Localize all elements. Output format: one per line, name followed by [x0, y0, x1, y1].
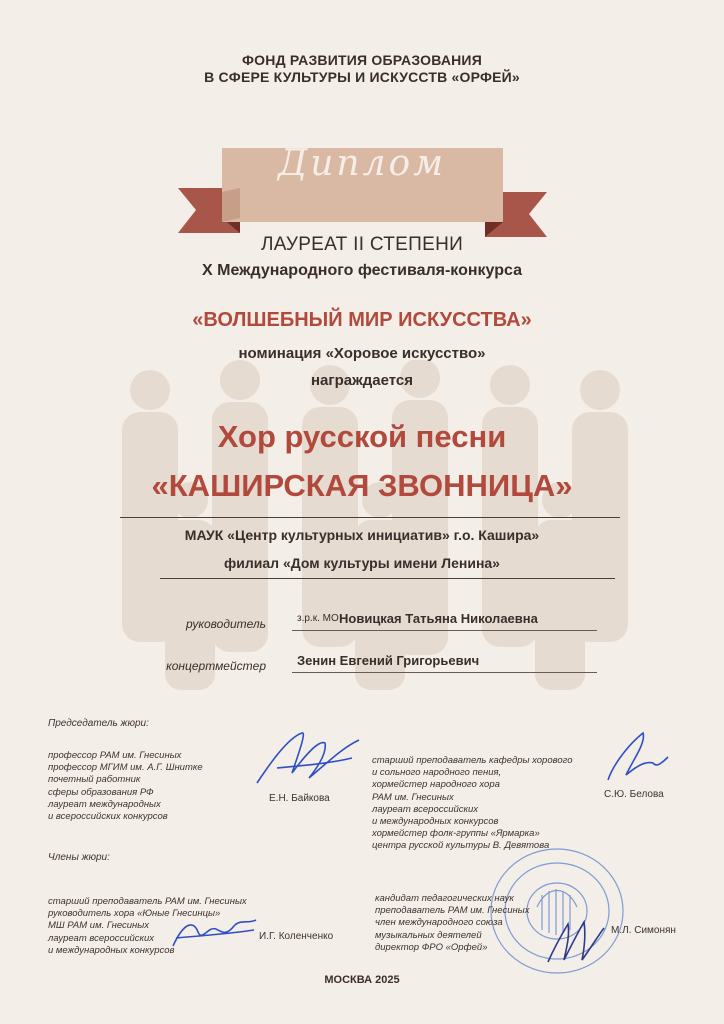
accompanist-underline: [292, 672, 597, 673]
recipient-line-2: «КАШИРСКАЯ ЗВОННИЦА»: [151, 468, 573, 503]
festival-line: X Международного фестиваля-конкурса: [202, 262, 522, 279]
accompanist-label: концертмейстер: [166, 659, 266, 673]
awarded-text: награждается: [310, 372, 414, 389]
award-degree: ЛАУРЕАТ II СТЕПЕНИ: [260, 234, 464, 255]
jury-members-title: Члены жюри:: [48, 852, 110, 863]
leader-title: з.р.к. МО: [297, 613, 339, 624]
nomination: номинация «Хоровое искусство»: [238, 345, 486, 362]
jury-chair2-credentials: старший преподаватель кафедры хорового и сольного народного пения, хормейстер народного хора РАМ им. Гнесиных лауреат всероссийских и международных конкурсов хормейстер фолк-группы «Ярмарка» центра русской культуры В. Девятова: [372, 755, 573, 852]
chair-signature: [247, 728, 367, 796]
foundation-line-1: ФОНД РАЗВИТИЯ ОБРАЗОВАНИЯ: [242, 52, 482, 68]
member2-signature: [540, 906, 610, 968]
member1-credentials: старший преподаватель РАМ им. Гнесиных руководитель хора «Юные Гнесинцы» МШ РАМ им. Гнесиных лауреат всероссийских и международных конкурсов: [48, 896, 247, 956]
place-year: МОСКВА 2025: [324, 974, 400, 986]
jury-chair-title: Председатель жюри:: [48, 718, 149, 729]
leader-underline: [292, 630, 597, 631]
chair-name: Е.Н. Байкова: [269, 793, 330, 804]
organization-line-2: филиал «Дом культуры имени Ленина»: [224, 555, 500, 571]
member1-name: И.Г. Коленченко: [259, 931, 334, 942]
recipient-line-1: Хор русской песни: [217, 419, 507, 454]
foundation-line-2: В СФЕРЕ КУЛЬТУРЫ И ИСКУССТВ «ОРФЕЙ»: [204, 69, 520, 85]
chair2-signature: [598, 725, 673, 793]
jury-chair-credentials: профессор РАМ им. Гнесиных профессор МГИМ им. А.Г. Шнитке почетный работник сферы образования РФ лауреат международных и всероссийских конкурсов: [48, 750, 203, 823]
leader-label: руководитель: [186, 617, 266, 631]
accompanist-name: Зенин Евгений Григорьевич: [297, 653, 480, 668]
divider-bottom: [160, 578, 615, 579]
member2-credentials: кандидат педагогических наук преподаватель РАМ им. Гнесиных член международного союза музыкальных деятелей директор ФРО «Орфей»: [375, 893, 530, 953]
member1-signature: [168, 914, 260, 954]
leader-name: Новицкая Татьяна Николаевна: [339, 611, 538, 626]
member2-name: М.Л. Симонян: [611, 925, 676, 936]
festival-name: «ВОЛШЕБНЫЙ МИР ИСКУССТВА»: [192, 309, 532, 331]
chair2-name: С.Ю. Белова: [604, 789, 664, 800]
divider-top: [120, 517, 620, 518]
organization-line-1: МАУК «Центр культурных инициатив» г.о. Кашира»: [184, 527, 540, 543]
diploma-title: Диплом: [277, 143, 447, 184]
